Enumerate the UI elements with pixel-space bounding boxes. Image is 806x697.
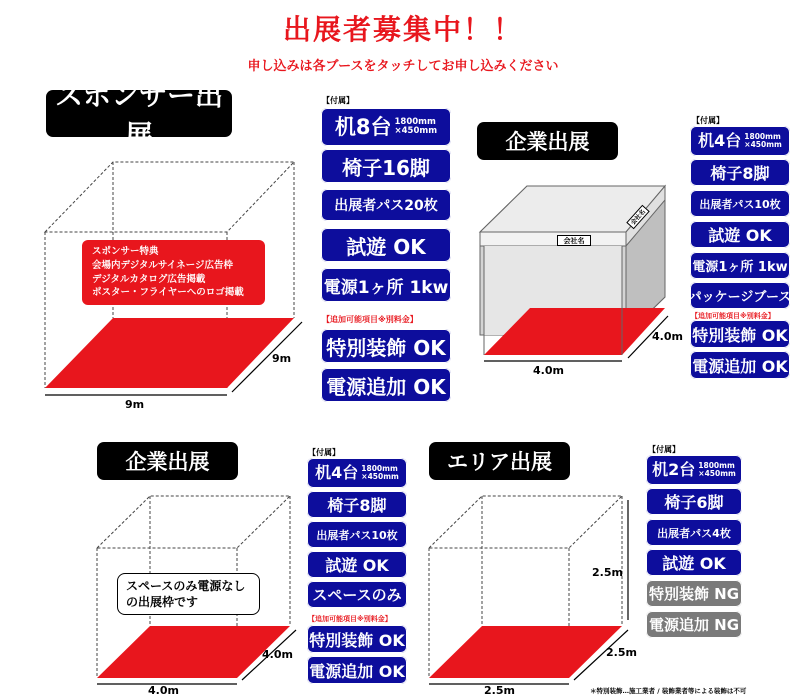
desk-label: 机2台	[652, 460, 696, 479]
page-subtitle: 申し込みは各ブースをタッチしてお申し込みください	[247, 59, 559, 74]
desk-dim: 1800mm	[394, 117, 436, 128]
corp2-booth-title[interactable]: 企業出展	[97, 442, 238, 480]
area-floor	[429, 626, 622, 678]
corp1-extra-pill[interactable]: 特別装飾 OK	[690, 320, 790, 348]
corp1-item-pill[interactable]: 電源1ヶ所 1kw	[690, 252, 790, 279]
corp2-extra-pill[interactable]: 特別装飾 OK	[307, 625, 407, 653]
sponsor-width-label: 9m	[125, 398, 145, 411]
corp1-included-note: 【付属】	[692, 116, 724, 125]
page-title: 出展者募集中！！	[282, 13, 523, 46]
area-item-pill[interactable]: 椅子6脚	[646, 488, 742, 515]
sponsor-depth-label: 9m	[272, 352, 292, 365]
desk-dim: ×450mm	[698, 469, 736, 478]
corp2-depth-label: 4.0m	[262, 648, 293, 661]
corp2-item-pill[interactable]: 出展者パス10枚	[307, 521, 407, 548]
corp1-item-pill[interactable]: 椅子8脚	[690, 159, 790, 186]
area-ng-pill[interactable]: 電源追加 NG	[646, 611, 742, 638]
area-item-pill[interactable]: 出展者パス4枚	[646, 519, 742, 546]
sponsor-extra-note: 【追加可能項目※別料金】	[322, 315, 418, 324]
sponsor-booth-title[interactable]: スポンサー出展	[46, 90, 232, 137]
sponsor-item-pill[interactable]: 電源1ヶ所 1kw	[321, 268, 451, 302]
perk-item: 会場内デジタルサイネージ広告枠	[92, 259, 233, 271]
space-note-line: スペースのみ電源なし	[126, 579, 246, 593]
desk-dim: ×450mm	[394, 126, 438, 136]
desk-dim: ×450mm	[361, 472, 399, 481]
area-width-label: 2.5m	[484, 684, 515, 697]
area-depth-label: 2.5m	[606, 646, 637, 659]
area-booth-title[interactable]: エリア出展	[429, 442, 570, 480]
desk-label: 机8台	[334, 114, 392, 139]
sponsor-item-pill[interactable]: 出展者パス20枚	[321, 189, 451, 221]
desk-label: 机4台	[698, 131, 742, 150]
corp1-depth-label: 4.0m	[652, 330, 683, 343]
perk-item: ポスター・フライヤーへのロゴ掲載	[92, 287, 244, 299]
area-ng-pill[interactable]: 特別装飾 NG	[646, 580, 742, 607]
sponsor-included-note: 【付属】	[322, 96, 354, 105]
desk-dim: ×450mm	[744, 140, 782, 149]
area-item-pill[interactable]: 試遊 OK	[646, 549, 742, 576]
corp1-item-pill[interactable]: 出展者パス10枚	[690, 190, 790, 217]
area-height-label: 2.5m	[592, 566, 623, 579]
sponsor-extra-pill[interactable]: 特別装飾 OK	[321, 329, 451, 363]
perk-item: スポンサー特典	[92, 246, 159, 257]
corp1-extra-note: 【追加可能項目※別料金】	[691, 312, 775, 320]
area-included-note: 【付属】	[648, 445, 680, 454]
corp2-width-label: 4.0m	[148, 684, 179, 697]
corp2-extra-pill[interactable]: 電源追加 OK	[307, 656, 407, 684]
space-note-line: の出展枠です	[126, 595, 199, 610]
corp1-item-pill[interactable]: 試遊 OK	[690, 221, 790, 248]
corp1-width-label: 4.0m	[533, 364, 564, 377]
sponsor-item-pill[interactable]: 椅子16脚	[321, 149, 451, 183]
corp1-booth-title[interactable]: 企業出展	[477, 122, 618, 160]
corp1-fascia-side: 会社名	[626, 205, 649, 230]
corp1-item-pill[interactable]: パッケージブース	[690, 282, 790, 309]
sponsor-item-pill[interactable]: 試遊 OK	[321, 228, 451, 262]
footnote: ＊特別装飾…施工業者 / 装飾業者等による装飾は不可	[590, 687, 747, 695]
desk-dim: 1800mm	[698, 461, 735, 471]
area-desk-pill[interactable]	[646, 455, 742, 485]
perk-item: デジタルカタログ広告掲載	[92, 273, 206, 285]
corp2-included-note: 【付属】	[308, 448, 340, 457]
corp2-item-pill[interactable]: 椅子8脚	[307, 491, 407, 518]
corp2-item-pill[interactable]: スペースのみ	[307, 581, 407, 608]
desk-label: 机4台	[315, 463, 359, 482]
corp2-extra-note: 【追加可能項目※別料金】	[308, 615, 392, 623]
desk-dim: 1800mm	[744, 132, 781, 142]
corp1-extra-pill[interactable]: 電源追加 OK	[690, 351, 790, 379]
desk-dim: 1800mm	[361, 464, 398, 474]
corp2-item-pill[interactable]: 試遊 OK	[307, 551, 407, 578]
corp1-fascia-front: 会社名	[557, 235, 591, 246]
sponsor-extra-pill[interactable]: 電源追加 OK	[321, 368, 451, 402]
